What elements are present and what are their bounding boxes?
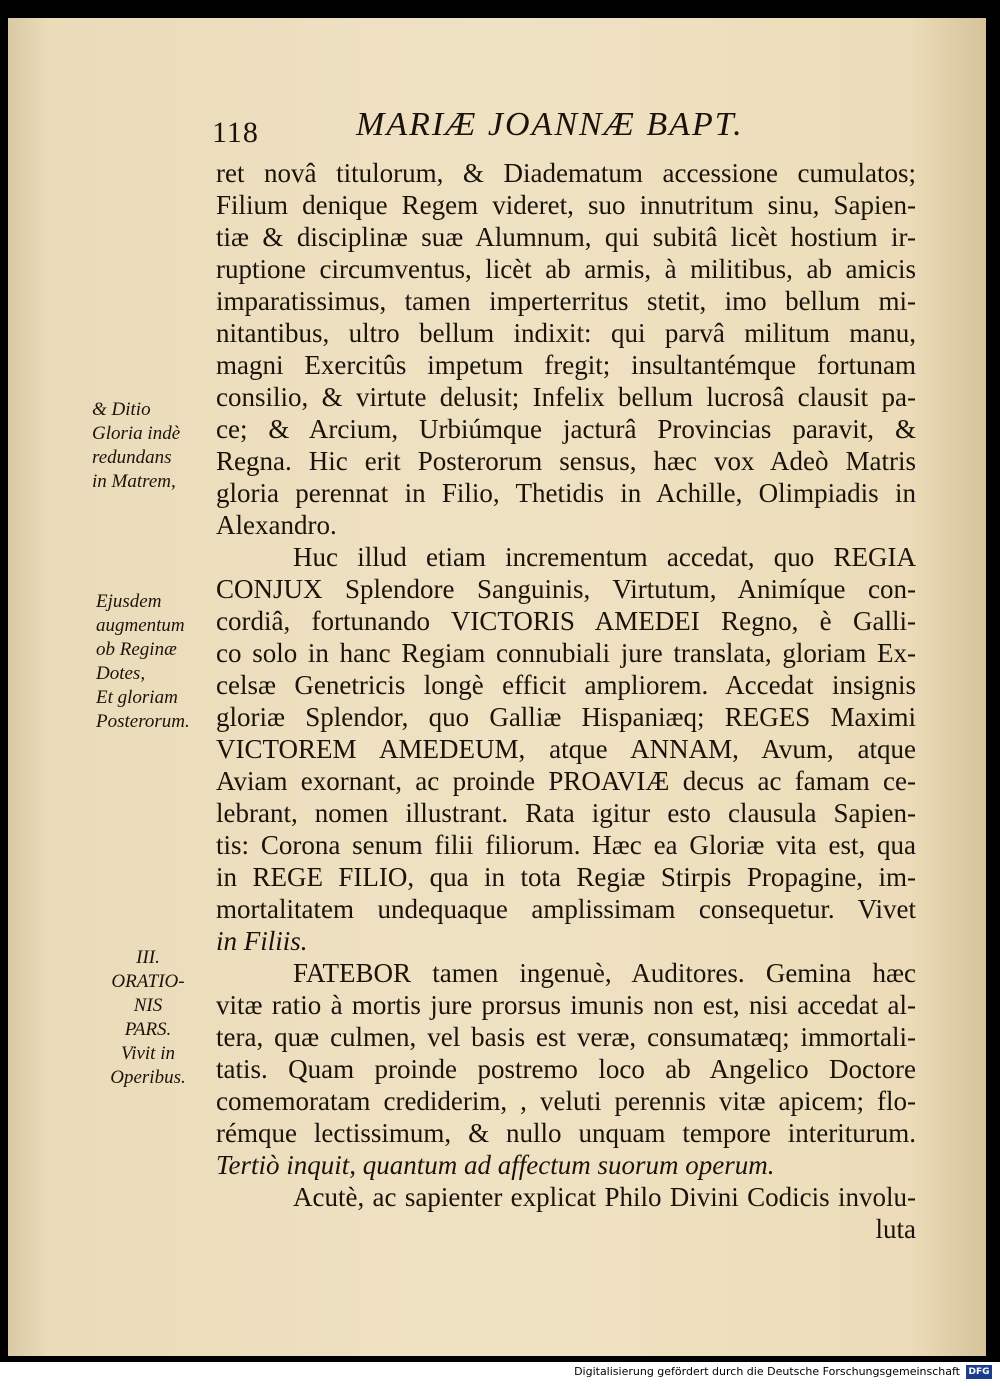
text-line: VICTOREM AMEDEUM, atque ANNAM, Avum, atque — [216, 734, 916, 764]
margin-note-pars — [96, 946, 200, 1090]
text-line: vitæ ratio à mortis jure prorsus imunis non est, nisi accedat al- — [216, 990, 916, 1020]
text-line: magni Exercitûs impetum fregit; insultantémque fortunam — [216, 350, 916, 380]
text-line: Tertiò inquit, quantum ad affectum suorum operum. — [216, 1150, 775, 1180]
margin-note-line: Et gloriam — [96, 687, 178, 708]
margin-note-line: Operibus. — [110, 1067, 186, 1088]
margin-note-line: NIS — [133, 995, 163, 1016]
page-header — [208, 106, 908, 156]
text-line: FATEBOR tamen ingenuè, Auditores. Gemina hæc — [293, 958, 916, 988]
text-line: nitantibus, ultro bellum indixit: qui parvâ militum manu, — [216, 318, 916, 348]
dfg-logo-icon: DFG — [966, 1365, 992, 1379]
margin-note-line: Gloria indè — [92, 423, 181, 444]
margin-note-gloria — [92, 398, 180, 494]
digitization-credit: Digitalisierung gefördert durch die Deutsche Forschungsgemeinschaft — [574, 1365, 960, 1378]
footer-bar — [0, 1362, 1000, 1386]
margin-note-line: Ejusdem — [96, 591, 162, 612]
text-line: mortalitatem undequaque amplissimam consequetur. Vivet — [216, 894, 916, 924]
catchword: luta — [875, 1214, 916, 1244]
text-line: rémque lectissimum, & nullo unquam tempore interiturum. — [216, 1118, 916, 1148]
text-line: tiæ & disciplinæ suæ Alumnum, qui subitâ licèt hostium ir- — [216, 222, 916, 252]
margin-note-line: Vivit in — [121, 1043, 175, 1064]
text-line: celsæ Genetricis longè efficit ampliorem. Accedat insignis — [216, 670, 916, 700]
text-line: tatis. Quam proinde postremo loco ab Angelico Doctore — [216, 1054, 916, 1084]
margin-note-line: III. — [136, 947, 160, 968]
margin-note-line: redundans — [92, 447, 172, 468]
text-line: ce; & Arcium, Urbiúmque jacturâ Provincias paravit, & — [216, 414, 916, 444]
running-head: MARIÆ JOANNÆ BAPT. — [356, 106, 744, 143]
margin-note-line: in Matrem, — [92, 471, 176, 492]
text-line: Regna. Hic erit Posterorum sensus, hæc vox Adeò Matris — [216, 446, 916, 476]
text-line: tera, quæ culmen, vel basis est veræ, consumatæq; immortali- — [216, 1022, 916, 1052]
text-line: CONJUX Splendore Sanguinis, Virtutum, Animíque con- — [216, 574, 916, 604]
text-line: ruptione circumventus, licèt ab armis, à militibus, ab amicis — [216, 254, 916, 284]
text-line: Filium denique Regem videret, suo innutritum sinu, Sapien- — [216, 190, 916, 220]
margin-note-line: ORATIO- — [111, 971, 185, 992]
text-line: Huc illud etiam incrementum accedat, quo REGIA — [293, 542, 916, 572]
text-line: imparatissimus, tamen imperterritus stetit, imo bellum mi- — [216, 286, 916, 316]
text-line: cordiâ, fortunando VICTORIS AMEDEI Regno, è Galli- — [216, 606, 916, 636]
text-line: in Filiis. — [216, 926, 308, 956]
margin-note-line: augmentum — [96, 615, 185, 636]
text-line: gloriæ Splendor, quo Galliæ Hispaniæq; REGES Maximi — [216, 702, 916, 732]
text-line: comemoratam crediderim, , veluti perennis vitæ apicem; flo- — [216, 1086, 916, 1116]
margin-note-augmentum — [96, 590, 190, 734]
text-line: in REGE FILIO, qua in tota Regiæ Stirpis Propagine, im- — [216, 862, 916, 892]
text-line: Alexandro. — [216, 510, 337, 540]
text-line: consilio, & virtute delusit; Infelix bellum lucrosâ clausit pa- — [216, 382, 916, 412]
text-line: gloria perennat in Filio, Thetidis in Achille, Olimpiadis in — [216, 478, 916, 508]
text-line: Aviam exornant, ac proinde PROAVIÆ decus ac famam ce- — [216, 766, 916, 796]
margin-note-line: ob Reginæ — [96, 639, 177, 660]
margin-note-line: PARS. — [124, 1019, 172, 1040]
book-page — [8, 18, 986, 1356]
text-line: ret novâ titulorum, & Diadematum accessione cumulatos; — [216, 158, 916, 188]
text-line: tis: Corona senum filii filiorum. Hæc ea Gloriæ vita est, qua — [216, 830, 916, 860]
margin-note-line: Dotes, — [96, 663, 146, 684]
page-number: 118 — [212, 116, 259, 149]
margin-note-line: Posterorum. — [96, 711, 190, 732]
margin-note-line: & Ditio — [92, 399, 151, 420]
text-line: lebrant, nomen illustrant. Rata igitur esto clausula Sapien- — [216, 798, 916, 828]
text-line: co solo in hanc Regiam connubiali jure translata, gloriam Ex- — [216, 638, 916, 668]
text-line: Acutè, ac sapienter explicat Philo Divini Codicis involu- — [293, 1182, 916, 1212]
